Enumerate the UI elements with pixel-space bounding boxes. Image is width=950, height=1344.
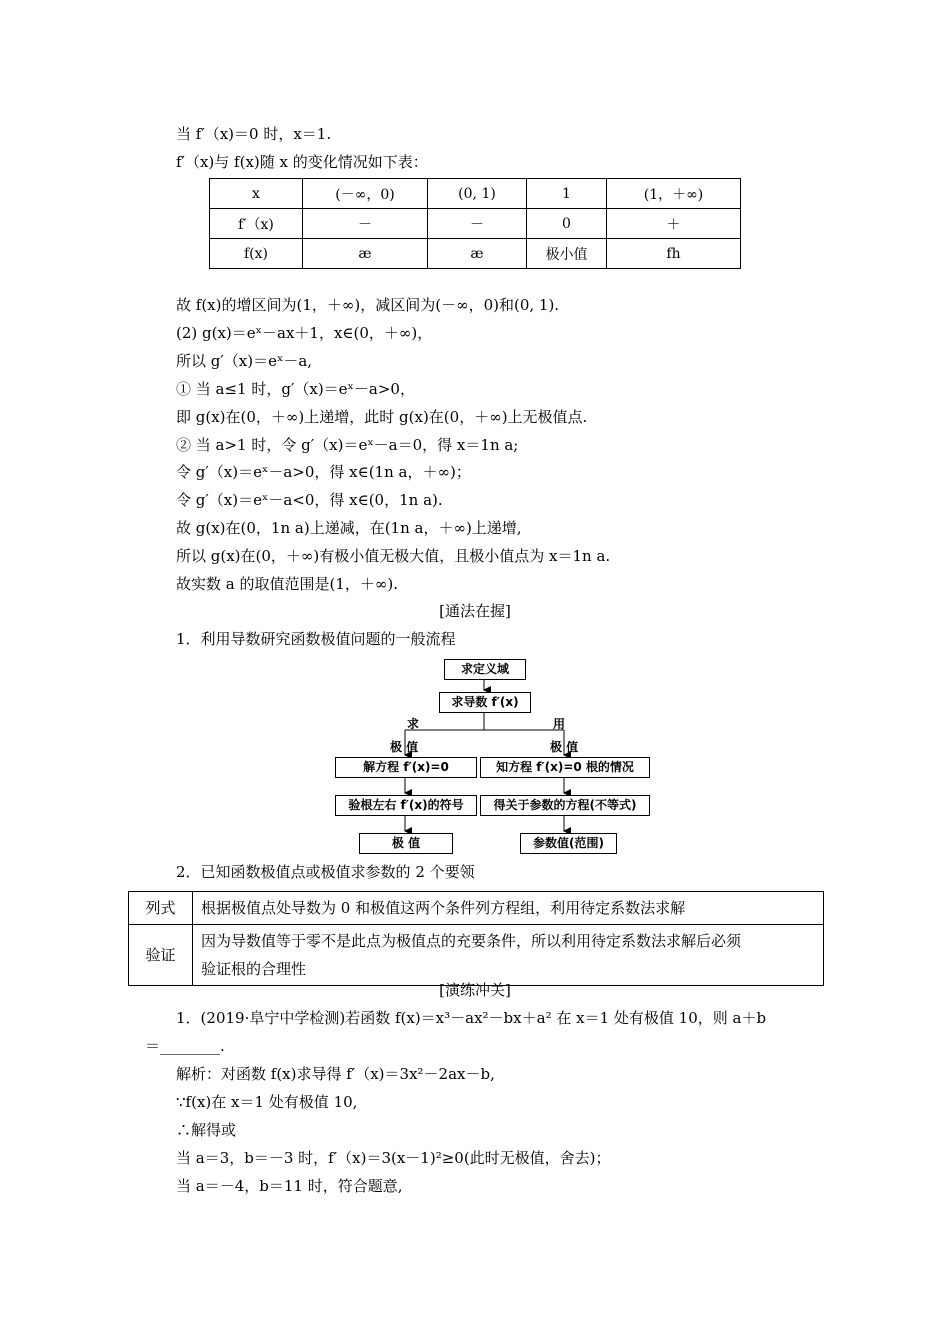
table-cell: 1 — [527, 179, 607, 209]
text-line: 所以 g′（x)＝eˣ－a, — [176, 352, 313, 370]
text-line: 令 g′（x)＝eˣ－a<0，得 x∈(0，1n a). — [176, 491, 443, 509]
cell-line: 因为导数值等于零不是此点为极值点的充要条件，所以利用待定系数法求解后必须 — [201, 932, 742, 950]
list-item: 1．利用导数研究函数极值问题的一般流程 — [176, 630, 456, 648]
table-row — [129, 892, 824, 925]
text-line: ② 当 a>1 时，令 g′（x)＝eˣ－a＝0，得 x＝1n a; — [176, 436, 519, 454]
flow-box-extremum: 极 值 — [359, 833, 453, 854]
text-line: 故实数 a 的取值范围是(1，＋∞). — [176, 575, 398, 593]
text-line: 令 g′（x)＝eˣ－a>0，得 x∈(1n a，＋∞)； — [176, 463, 471, 481]
flow-box-parameter-range: 参数值(范围) — [520, 833, 617, 854]
table-cell — [193, 925, 824, 986]
table-cell: f(x) — [210, 239, 303, 269]
section-heading: [通法在握] — [439, 602, 511, 620]
flow-box-check-sign: 验根左右 f′(x)的符号 — [335, 795, 477, 816]
problem-stem: 1．(2019·阜宁中学检测)若函数 f(x)＝x³－ax²－bx＋a² 在 x＝1 处有极值 10，则 a＋b — [176, 1009, 767, 1027]
list-item: 2．已知函数极值点或极值求参数的 2 个要领 — [176, 863, 475, 881]
section-heading: [演练冲关] — [439, 981, 511, 999]
table-cell: x — [210, 179, 303, 209]
flow-box-parameter-equation: 得关于参数的方程(不等式) — [480, 795, 650, 816]
table-cell: (1，＋∞) — [607, 179, 741, 209]
table-cell: 列式 — [129, 892, 193, 925]
problem-blank: ＝________. — [145, 1037, 225, 1055]
text-line: 故 g(x)在(0，1n a)上递减，在(1n a，＋∞)上递增, — [176, 519, 522, 537]
table-row — [129, 925, 824, 986]
table-cell: ＋ — [607, 209, 741, 239]
flow-box-derivative: 求导数 f′(x) — [439, 692, 531, 713]
text-line: 即 g(x)在(0，＋∞)上递增，此时 g(x)在(0，＋∞)上无极值点. — [176, 408, 588, 426]
solution-line: ∴解得或 — [176, 1121, 237, 1139]
table-cell: － — [428, 209, 527, 239]
text-line: 当 f′（x)＝0 时，x＝1. — [176, 125, 332, 143]
table-cell: 极小值 — [527, 239, 607, 269]
table-cell: － — [303, 209, 428, 239]
table-cell: fh — [607, 239, 741, 269]
flow-box-known-roots: 知方程 f′(x)=0 根的情况 — [480, 757, 650, 778]
solution-line: 解析：对函数 f(x)求导得 f′（x)＝3x²－2ax－b, — [176, 1065, 495, 1083]
text-line: 所以 g(x)在(0，＋∞)有极小值无极大值，且极小值点为 x＝1n a. — [176, 547, 611, 565]
flow-label: 极 值 — [390, 740, 419, 754]
table-cell: (0, 1) — [428, 179, 527, 209]
flow-box-domain: 求定义域 — [444, 659, 526, 680]
flow-label: 用 — [553, 717, 566, 731]
cell-line: 验证根的合理性 — [201, 960, 307, 978]
text-line: ① 当 a≤1 时，g′（x)＝eˣ－a>0， — [176, 380, 415, 398]
key-points-table — [128, 891, 824, 986]
table-cell: 根据极值点处导数为 0 和极值这两个条件列方程组，利用待定系数法求解 — [193, 892, 824, 925]
table-cell: (－∞，0) — [303, 179, 428, 209]
flow-box-solve-equation: 解方程 f′(x)=0 — [335, 757, 477, 778]
text-line: 故 f(x)的增区间为(1，＋∞)，减区间为(－∞，0)和(0, 1). — [176, 296, 560, 314]
table-cell: 验证 — [129, 925, 193, 986]
solution-line: 当 a＝3，b＝－3 时，f′（x)＝3(x－1)²≥0(此时无极值，舍去)； — [176, 1149, 611, 1167]
text-line: f′（x)与 f(x)随 x 的变化情况如下表： — [176, 153, 428, 171]
table-cell: 0 — [527, 209, 607, 239]
text-line: (2) g(x)＝eˣ－ax＋1，x∈(0，＋∞)， — [176, 324, 433, 342]
table-cell: æ — [428, 239, 527, 269]
table-cell: f′（x) — [210, 209, 303, 239]
flow-label: 求 — [407, 717, 420, 731]
flow-label: 极 值 — [550, 740, 579, 754]
solution-line: ∵f(x)在 x＝1 处有极值 10, — [176, 1093, 358, 1111]
table-cell: æ — [303, 239, 428, 269]
solution-line: 当 a＝－4，b＝11 时，符合题意, — [176, 1177, 403, 1195]
